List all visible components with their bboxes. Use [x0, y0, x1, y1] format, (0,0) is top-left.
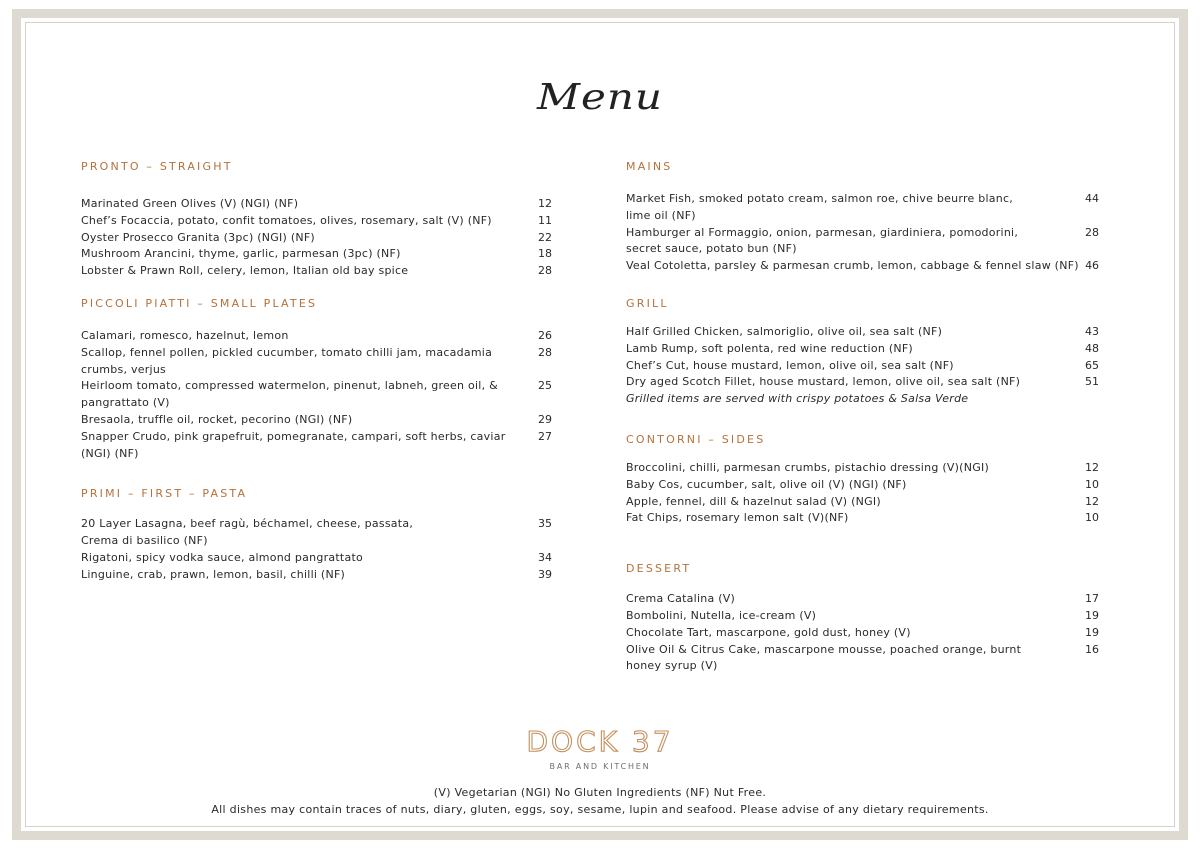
item-name: Snapper Crudo, pink grapefruit, pomegranate, campari, soft herbs, caviar (NGI) (NF)	[81, 429, 506, 460]
menu-item	[626, 258, 1113, 275]
item-name: Chocolate Tart, mascarpone, gold dust, honey (V)	[626, 625, 911, 639]
menu-item	[81, 328, 566, 345]
section-heading: PICCOLI PIATTI – SMALL PLATES	[81, 296, 318, 310]
logo-wordmark: DOCK 37	[526, 725, 674, 758]
dock37-logo	[0, 726, 1200, 771]
item-price: 27	[538, 429, 552, 443]
item-name: Rigatoni, spicy vodka sauce, almond pangrattato	[81, 550, 363, 564]
item-name: Scallop, fennel pollen, pickled cucumber, tomato chilli jam, macadamia crumbs, verjus	[81, 345, 493, 376]
menu-title: Menu	[537, 75, 663, 118]
item-price: 46	[1085, 259, 1100, 273]
item-price: 12	[1085, 494, 1099, 508]
item-price: 19	[1085, 625, 1099, 639]
item-name: Olive Oil & Citrus Cake, mascarpone mousse, poached orange, burnt honey syrup (V)	[626, 642, 1022, 673]
item-price: 28	[538, 264, 552, 278]
item-name: Bresaola, truffle oil, rocket, pecorino (NGI) (NF)	[81, 412, 353, 426]
menu-item	[81, 516, 566, 550]
menu-item	[626, 494, 1113, 511]
item-price: 10	[1085, 477, 1099, 491]
menu-item	[81, 429, 566, 463]
item-price: 10	[1085, 511, 1099, 525]
item-name: Marinated Green Olives (V) (NGI) (NF)	[81, 197, 299, 210]
menu-item	[626, 374, 1113, 391]
item-name: Fat Chips, rosemary lemon salt (V)(NF)	[626, 511, 849, 525]
item-name: Linguine, crab, prawn, lemon, basil, chilli (NF)	[81, 567, 346, 581]
menu-item	[626, 460, 1113, 477]
menu-column-left	[81, 160, 566, 584]
menu-item	[626, 477, 1113, 494]
item-price: 29	[538, 412, 552, 426]
section-pronto	[81, 160, 566, 280]
menu-item	[81, 196, 566, 213]
menu-item	[81, 213, 566, 230]
section-mains	[626, 160, 1113, 275]
section-primi	[81, 487, 566, 583]
item-name: Lamb Rump, soft polenta, red wine reduction (NF)	[626, 341, 913, 355]
menu-item	[81, 550, 566, 567]
item-name: 20 Layer Lasagna, beef ragù, béchamel, cheese, passata, Crema di basilico (NF)	[81, 517, 414, 548]
item-price: 51	[1085, 375, 1099, 389]
menu-column-right	[626, 160, 1113, 675]
menu-item	[626, 608, 1113, 625]
item-name: Market Fish, smoked potato cream, salmon roe, chive beurre blanc, lime oil (NF)	[626, 192, 1014, 222]
section-contorni	[626, 433, 1113, 527]
menu-item	[81, 263, 566, 280]
item-price: 12	[1085, 460, 1099, 474]
item-name: Lobster & Prawn Roll, celery, lemon, Italian old bay spice	[81, 264, 409, 278]
menu-item	[626, 625, 1113, 642]
dietary-legend: (V) Vegetarian (NGI) No Gluten Ingredients (NF) Nut Free.	[433, 786, 767, 799]
menu-item	[81, 412, 566, 429]
item-price: 35	[538, 517, 552, 531]
logo-tagline: BAR AND KITCHEN	[549, 762, 651, 771]
menu-item	[626, 324, 1113, 341]
item-price: 28	[538, 345, 552, 359]
item-name: Half Grilled Chicken, salmoriglio, olive oil, sea salt (NF)	[626, 324, 943, 338]
menu-item	[81, 230, 566, 247]
item-price: 26	[538, 328, 552, 342]
menu-item	[81, 378, 566, 412]
item-name: Calamari, romesco, hazelnut, lemon	[81, 328, 289, 342]
menu-item	[626, 341, 1113, 358]
item-name: Chef’s Focaccia, potato, confit tomatoes, olives, rosemary, salt (V) (NF)	[81, 213, 492, 227]
item-price: 22	[538, 230, 552, 244]
item-price: 12	[538, 197, 552, 210]
allergen-disclaimer: All dishes may contain traces of nuts, diary, gluten, eggs, soy, sesame, lupin and seafood. Please advise of any dietary requirements.	[211, 803, 989, 816]
menu-item	[81, 246, 566, 263]
item-price: 11	[538, 213, 552, 227]
item-name: Apple, fennel, dill & hazelnut salad (V) (NGI)	[626, 494, 881, 508]
item-price: 17	[1085, 592, 1099, 606]
menu-item	[626, 225, 1113, 259]
item-price: 34	[538, 550, 552, 564]
menu-item	[81, 567, 566, 584]
item-price: 18	[538, 247, 552, 261]
item-price: 19	[1085, 608, 1099, 622]
section-heading: MAINS	[626, 160, 673, 173]
grill-note: Grilled items are served with crispy potatoes & Salsa Verde	[626, 392, 969, 406]
section-grill	[626, 297, 1113, 408]
section-heading: PRONTO – STRAIGHT	[81, 160, 233, 173]
item-name: Oyster Prosecco Granita (3pc) (NGI) (NF)	[81, 230, 315, 244]
section-heading: PRIMI – FIRST – PASTA	[81, 487, 248, 501]
menu-item	[81, 345, 566, 379]
section-dessert	[626, 562, 1113, 675]
section-heading: GRILL	[626, 296, 669, 310]
item-name: Heirloom tomato, compressed watermelon, pinenut, labneh, green oil, & pangrattato (V)	[81, 379, 498, 410]
menu-item	[626, 358, 1113, 375]
item-name: Dry aged Scotch Fillet, house mustard, lemon, olive oil, sea salt (NF)	[626, 375, 1021, 389]
item-name: Mushroom Arancini, thyme, garlic, parmesan (3pc) (NF)	[81, 247, 401, 261]
item-name: Chef’s Cut, house mustard, lemon, olive oil, sea salt (NF)	[626, 358, 954, 372]
item-price: 39	[538, 567, 552, 581]
item-name: Baby Cos, cucumber, salt, olive oil (V) (NGI) (NF)	[626, 477, 907, 491]
section-heading: CONTORNI – SIDES	[626, 432, 766, 446]
item-price: 48	[1085, 341, 1099, 355]
item-price: 28	[1085, 225, 1099, 239]
item-name: Crema Catalina (V)	[626, 592, 736, 606]
section-heading: DESSERT	[626, 562, 692, 576]
menu-footer	[0, 784, 1200, 818]
item-price: 43	[1085, 324, 1099, 338]
item-name: Veal Cotoletta, parsley & parmesan crumb, lemon, cabbage & fennel slaw (NF)	[626, 259, 1079, 273]
item-name: Hamburger al Formaggio, onion, parmesan, giardiniera, pomodorini, secret sauce, potato bun (NF)	[626, 225, 1019, 256]
item-price: 65	[1085, 358, 1099, 372]
item-name: Broccolini, chilli, parmesan crumbs, pistachio dressing (V)(NGI)	[626, 460, 990, 474]
menu-item	[626, 591, 1113, 608]
item-price: 25	[538, 379, 552, 393]
menu-item	[626, 510, 1113, 527]
item-price: 16	[1085, 642, 1099, 656]
item-name: Bombolini, Nutella, ice-cream (V)	[626, 608, 817, 622]
section-piccoli-piatti	[81, 297, 566, 462]
menu-item	[626, 642, 1113, 676]
menu-item	[626, 191, 1113, 225]
item-price: 44	[1085, 192, 1099, 205]
